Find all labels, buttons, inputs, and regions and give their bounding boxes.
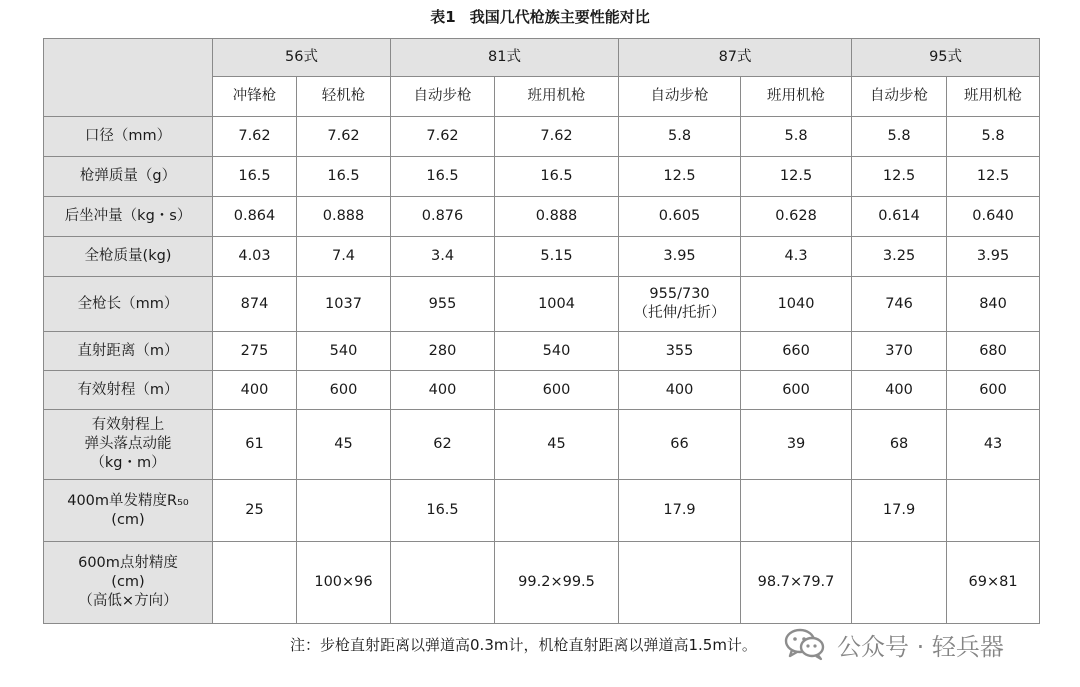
data-cell: 5.8 bbox=[852, 117, 947, 157]
data-cell: 45 bbox=[495, 410, 619, 480]
data-cell bbox=[297, 480, 391, 542]
data-cell: 61 bbox=[213, 410, 297, 480]
data-cell: 3.25 bbox=[852, 237, 947, 277]
table-row bbox=[44, 542, 1040, 624]
sub-header: 自动步枪 bbox=[852, 77, 947, 117]
row-label: 后坐冲量（kg・s） bbox=[44, 197, 213, 237]
data-cell: 600 bbox=[297, 371, 391, 410]
row-label: 600m点射精度 (cm) （高低×方向） bbox=[44, 542, 213, 624]
footnote: 注：步枪直射距离以弹道高0.3m计，机枪直射距离以弹道高1.5m计。 bbox=[290, 636, 757, 654]
table-row bbox=[44, 277, 1040, 332]
data-cell: 400 bbox=[391, 371, 495, 410]
data-cell: 100×96 bbox=[297, 542, 391, 624]
data-cell: 400 bbox=[213, 371, 297, 410]
data-cell: 355 bbox=[619, 332, 741, 371]
data-cell: 680 bbox=[947, 332, 1040, 371]
data-cell: 16.5 bbox=[391, 157, 495, 197]
data-cell bbox=[741, 480, 852, 542]
data-cell bbox=[619, 542, 741, 624]
sub-header: 轻机枪 bbox=[297, 77, 391, 117]
row-label: 有效射程上 弹头落点动能 （kg・m） bbox=[44, 410, 213, 480]
data-cell: 955/730 （托伸/托折） bbox=[619, 277, 741, 332]
data-cell: 25 bbox=[213, 480, 297, 542]
table-row bbox=[44, 480, 1040, 542]
table-row bbox=[44, 157, 1040, 197]
watermark bbox=[783, 624, 1053, 664]
data-cell: 0.888 bbox=[495, 197, 619, 237]
data-cell: 3.95 bbox=[947, 237, 1040, 277]
data-cell: 0.876 bbox=[391, 197, 495, 237]
group-header: 81式 bbox=[391, 39, 619, 77]
data-cell: 5.8 bbox=[741, 117, 852, 157]
row-label: 枪弹质量（g） bbox=[44, 157, 213, 197]
data-cell: 840 bbox=[947, 277, 1040, 332]
data-cell: 7.4 bbox=[297, 237, 391, 277]
data-cell: 0.888 bbox=[297, 197, 391, 237]
data-cell: 5.15 bbox=[495, 237, 619, 277]
data-cell: 0.614 bbox=[852, 197, 947, 237]
table-title: 我国几代枪族主要性能对比 bbox=[469, 8, 650, 26]
data-cell: 600 bbox=[947, 371, 1040, 410]
row-label: 直射距离（m） bbox=[44, 332, 213, 371]
data-cell: 62 bbox=[391, 410, 495, 480]
data-cell: 540 bbox=[297, 332, 391, 371]
row-label: 全枪长（mm） bbox=[44, 277, 213, 332]
data-cell: 4.03 bbox=[213, 237, 297, 277]
data-cell bbox=[852, 542, 947, 624]
data-cell: 12.5 bbox=[852, 157, 947, 197]
data-cell: 1037 bbox=[297, 277, 391, 332]
table-row bbox=[44, 332, 1040, 371]
row-label: 口径（mm） bbox=[44, 117, 213, 157]
data-cell: 12.5 bbox=[947, 157, 1040, 197]
data-cell: 874 bbox=[213, 277, 297, 332]
row-label: 400m单发精度R₅₀ (cm) bbox=[44, 480, 213, 542]
data-cell: 1040 bbox=[741, 277, 852, 332]
data-cell: 540 bbox=[495, 332, 619, 371]
sub-header: 班用机枪 bbox=[495, 77, 619, 117]
data-cell: 280 bbox=[391, 332, 495, 371]
table-row bbox=[44, 410, 1040, 480]
data-cell: 7.62 bbox=[213, 117, 297, 157]
data-cell: 68 bbox=[852, 410, 947, 480]
data-cell: 12.5 bbox=[619, 157, 741, 197]
table-row bbox=[44, 197, 1040, 237]
table-row bbox=[44, 371, 1040, 410]
data-cell: 16.5 bbox=[495, 157, 619, 197]
data-cell: 0.628 bbox=[741, 197, 852, 237]
data-cell: 16.5 bbox=[391, 480, 495, 542]
performance-table bbox=[43, 38, 1040, 624]
group-header: 95式 bbox=[852, 39, 1040, 77]
data-cell: 16.5 bbox=[213, 157, 297, 197]
data-cell: 0.605 bbox=[619, 197, 741, 237]
data-cell: 99.2×99.5 bbox=[495, 542, 619, 624]
corner-cell bbox=[44, 39, 213, 117]
data-cell: 660 bbox=[741, 332, 852, 371]
sub-header: 自动步枪 bbox=[391, 77, 495, 117]
data-cell: 4.3 bbox=[741, 237, 852, 277]
data-cell: 955 bbox=[391, 277, 495, 332]
data-cell: 275 bbox=[213, 332, 297, 371]
data-cell: 45 bbox=[297, 410, 391, 480]
data-cell: 7.62 bbox=[391, 117, 495, 157]
sub-header: 自动步枪 bbox=[619, 77, 741, 117]
table-row bbox=[44, 237, 1040, 277]
data-cell bbox=[213, 542, 297, 624]
data-cell: 370 bbox=[852, 332, 947, 371]
data-cell: 66 bbox=[619, 410, 741, 480]
data-cell: 3.4 bbox=[391, 237, 495, 277]
data-cell: 17.9 bbox=[619, 480, 741, 542]
data-cell: 17.9 bbox=[852, 480, 947, 542]
data-cell: 7.62 bbox=[495, 117, 619, 157]
data-cell: 3.95 bbox=[619, 237, 741, 277]
data-cell: 746 bbox=[852, 277, 947, 332]
data-cell: 400 bbox=[619, 371, 741, 410]
data-cell: 12.5 bbox=[741, 157, 852, 197]
table-row bbox=[44, 117, 1040, 157]
row-label: 有效射程（m） bbox=[44, 371, 213, 410]
data-cell: 1004 bbox=[495, 277, 619, 332]
data-cell: 16.5 bbox=[297, 157, 391, 197]
data-cell: 600 bbox=[741, 371, 852, 410]
sub-header: 班用机枪 bbox=[947, 77, 1040, 117]
data-cell bbox=[495, 480, 619, 542]
data-cell: 600 bbox=[495, 371, 619, 410]
row-label: 全枪质量(kg) bbox=[44, 237, 213, 277]
data-cell: 0.864 bbox=[213, 197, 297, 237]
data-cell: 39 bbox=[741, 410, 852, 480]
data-cell: 43 bbox=[947, 410, 1040, 480]
data-cell: 69×81 bbox=[947, 542, 1040, 624]
data-cell: 7.62 bbox=[297, 117, 391, 157]
group-header: 56式 bbox=[213, 39, 391, 77]
data-cell: 0.640 bbox=[947, 197, 1040, 237]
data-cell: 5.8 bbox=[947, 117, 1040, 157]
watermark-text: 公众号 · 轻兵器 bbox=[837, 632, 1004, 661]
sub-header: 冲锋枪 bbox=[213, 77, 297, 117]
table-number: 表1 bbox=[430, 8, 456, 26]
data-cell bbox=[391, 542, 495, 624]
data-cell: 5.8 bbox=[619, 117, 741, 157]
sub-header: 班用机枪 bbox=[741, 77, 852, 117]
wechat-icon bbox=[783, 627, 827, 661]
data-cell: 98.7×79.7 bbox=[741, 542, 852, 624]
table-caption bbox=[0, 6, 1080, 27]
group-header: 87式 bbox=[619, 39, 852, 77]
data-cell bbox=[947, 480, 1040, 542]
data-cell: 400 bbox=[852, 371, 947, 410]
